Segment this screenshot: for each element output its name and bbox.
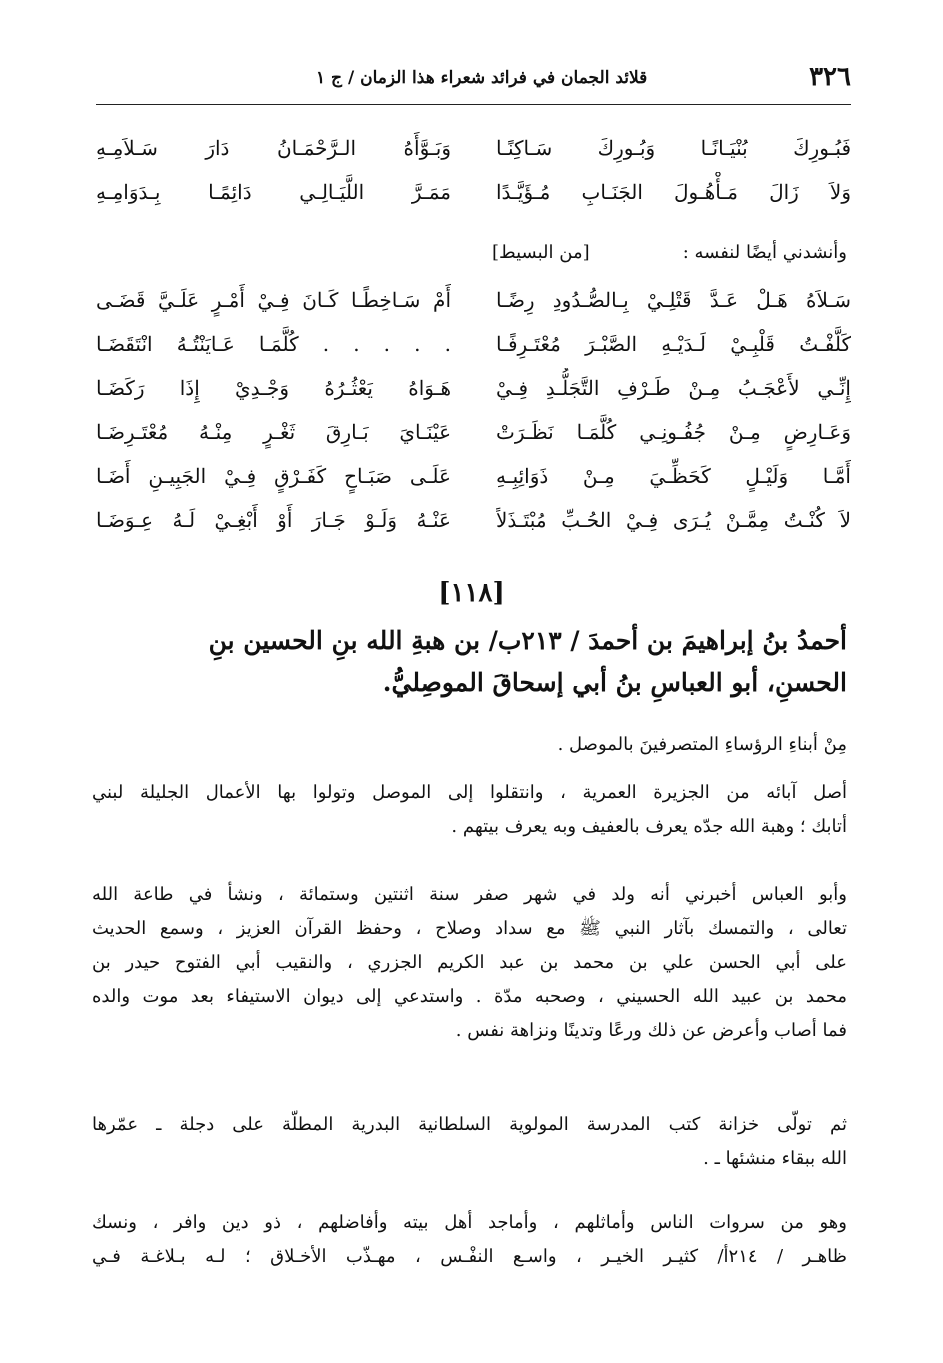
verse-second-hemistich: . . . . . كُلَّمَـا عَـايَنْتُـهُ انْتَقَضَـا	[96, 332, 451, 356]
verse-line	[96, 456, 851, 500]
paragraph-line: محمد بن عبيد الله الحسيني ، وصحبه مدّة . واستدعي إلى ديوان الاستيفاء بعد موت والده	[92, 986, 847, 1007]
paragraph-line: أتابك ؛ وهبة الله جدّه يعرف بالعفيف وبه يعرف بيتهم .	[451, 816, 847, 837]
paragraph-line: ثم تولّى خزانة كتب المدرسة المولوية السلطانية البدرية المطلّة على دجلة ـ عمّرها	[92, 1114, 847, 1135]
entry-number: [١١٨]	[438, 578, 505, 608]
paragraph	[92, 1108, 847, 1176]
paragraph-line: الله ببقاء منشئها ـ .	[703, 1148, 847, 1169]
verse-first-hemistich: كَلَّفْـتُ قَلْبِـيْ لَـدَيْـهِ الصَّبْـرَ مُعْتَـرِفًـا	[496, 332, 851, 356]
verse-second-hemistich: مَمَـرَّ اللَّيَـالِـي دَائِمًـا بِـدَوَامِـهِ	[96, 180, 451, 204]
verse-line	[96, 412, 851, 456]
verse-first-hemistich: أَمَّـا وَلَيْـلٍ كَحَظِّـيَ مِـنْ ذَوَائِبِـهِ	[496, 464, 851, 488]
verse-first-hemistich: فَبُـورِكَ بُنْيَـانًـا وَبُـورِكَ سَـاكِنًـا	[496, 136, 851, 160]
verse-second-hemistich: وَبَـوَّأَهُ الـرَّحْمَـانُ دَارَ سَـلاَمِـهِ	[96, 136, 451, 160]
paragraph-line: وهو من سروات الناس وأماثلهم ، وأماجد أهل بيته وأفاضلهم ، ذو دين وافر ، ونسك	[92, 1212, 847, 1233]
paragraph	[92, 776, 847, 844]
paragraph	[92, 728, 847, 762]
verse-second-hemistich: عَنْـهُ وَلَـوْ جَـارَ أَوْ أَبْغِـيْ لَـهُ عِـوَضَـا	[96, 508, 451, 532]
verse-first-hemistich: وَعَـارِضٍ مِـنْ جُفُـونِـي كُلَّمَـا نَظَـرَتْ	[496, 420, 851, 444]
paragraph-line: وأبو العباس أخبرني أنه ولد في شهر صفر سنة اثنتين وستمائة ، ونشأ في طاعة الله	[92, 884, 847, 905]
poem-introduction	[492, 236, 847, 270]
poem-continuation	[96, 128, 851, 216]
poem	[96, 280, 851, 544]
verse-second-hemistich: عَيْنَـايَ بَـارِقَ ثَغْـرٍ مِنْـهُ مُعْتَـرِضَـا	[96, 420, 451, 444]
verse-first-hemistich: سَـلاَهُ هَـلْ عَـدَّ قَتْلِـيْ بِـالصُّـدُودِ رِضًـا	[496, 288, 851, 312]
entry-heading-line: الحسنِ، أبو العباسِ بنُ أبي إسحاقَ الموصِليُّ.	[382, 668, 847, 697]
paragraph	[92, 1206, 847, 1274]
paragraph-line: تعالى ، والتمسك بآثار النبي ﷺ مع سداد وصلاح ، وحفظ القرآن العزيز ، وسمع الحديث	[92, 918, 847, 939]
verse-line	[96, 368, 851, 412]
poetic-meter: [من البسيط]	[492, 242, 590, 263]
verse-line	[96, 280, 851, 324]
verse-first-hemistich: إِنِّـي لأَعْجَـبُ مِـنْ طَـرْفِ التَّجَلُّـدِ فِـيْ	[496, 376, 851, 400]
running-title: قلائد الجمان في فرائد شعراء هذا الزمان / ج ١	[316, 68, 648, 88]
verse-second-hemistich: هَـوَاهُ يَعْثُـرُهُ وَجْـدِيْ إِذَا رَكَضَـا	[96, 376, 451, 400]
paragraph-line: على أبي الحسن علي بن محمد بن عبد الكريم الجزري ، والنقيب أبي الفتوح حيدر بن	[92, 952, 847, 973]
verse-line	[96, 324, 851, 368]
header-divider	[96, 104, 851, 105]
page-number: ٣٢٦	[809, 62, 851, 92]
verse-second-hemistich: أَمْ سَـاخِطًـا كَـانَ فِـيْ أَمْـرٍ عَلَـيَّ قَضَـى	[96, 288, 451, 312]
paragraph-line: فما أصاب وأعرض عن ذلك ورعًا وتدينًا ونزاهة نفس .	[455, 1020, 847, 1041]
paragraph-line: أصل آبائه من الجزيرة العمرية ، وانتقلوا إلى الموصل وتولوا بها الأعمال الجليلة لبني	[92, 782, 847, 803]
verse-line	[96, 128, 851, 172]
verse-first-hemistich: وَلاَ زَالَ مَـأْهُـولَ الجَنَـابِ مُـؤَيَّـدًا	[496, 180, 851, 204]
verse-first-hemistich: لاَ كُنْـتُ مِمَّـنْ يُـرَى فِـيْ الحُـبِّ مُبْتَـذَلاً	[496, 508, 851, 532]
verse-second-hemistich: عَلَـى صَبَـاحٍ كَفَـرْقٍ فِـيْ الجَبِيـنِ أَضَـا	[96, 464, 451, 488]
paragraph-line: مِنْ أبناءِ الرؤساءِ المتصرفينَ بالموصل .	[557, 734, 847, 755]
running-header	[96, 62, 851, 102]
verse-line	[96, 172, 851, 216]
verse-line	[96, 500, 851, 544]
paragraph-line: ظاهـر / ٢١٤أ/ كثيـر الخيـر ، واسـع النفْـس ، مهـذّب الأخـلاق ؛ لـه بـلاغـة فـي	[92, 1246, 847, 1267]
entry-heading	[92, 620, 847, 704]
paragraph	[92, 878, 847, 1048]
entry-heading-line: أحمدُ بنُ إبراهيمَ بن أحمدَ / ٢١٣ب/ بن هبةِ الله بنِ الحسين بنِ	[208, 626, 847, 655]
introduction-text: وأنشدني أيضًا لنفسه :	[682, 242, 847, 263]
